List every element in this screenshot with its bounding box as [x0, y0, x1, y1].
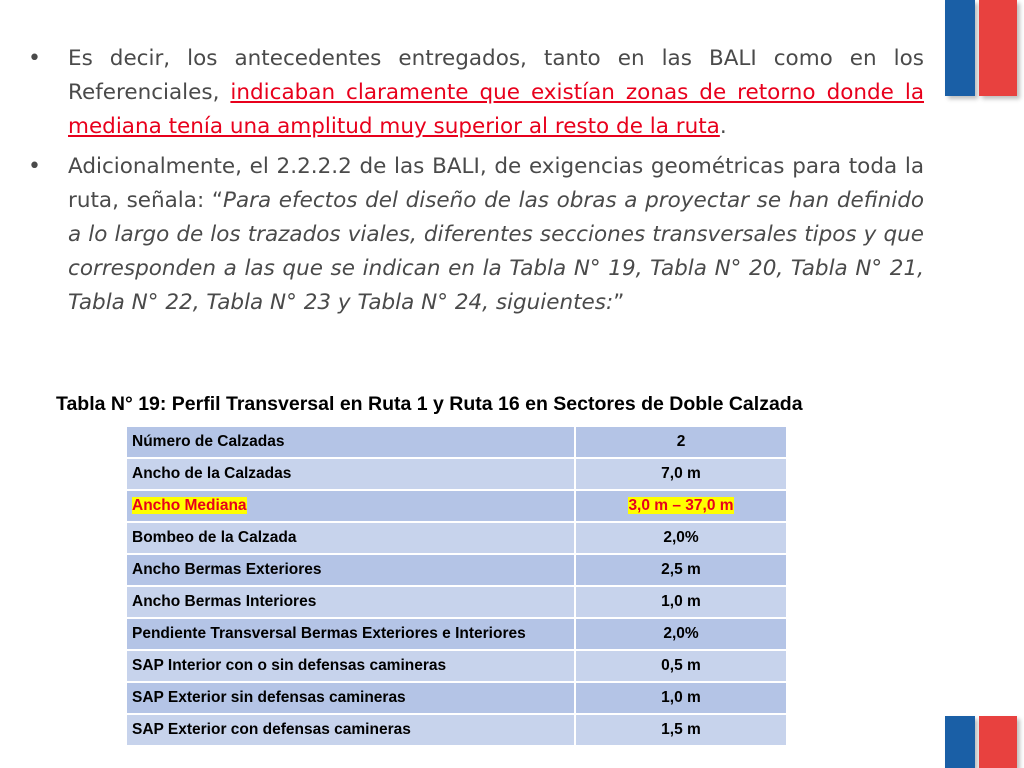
table-cell-label [126, 650, 575, 682]
table-row [126, 426, 787, 458]
row-value: 2,0% [663, 625, 699, 642]
row-value: 3,0 m – 37,0 m [628, 497, 734, 514]
table-row [126, 458, 787, 490]
table-cell-value [575, 650, 787, 682]
table-row [126, 554, 787, 586]
table-row [126, 682, 787, 714]
bullet-text-part: . [719, 114, 727, 139]
bullet-text [68, 150, 924, 320]
table-cell-value [575, 426, 787, 458]
row-label: Ancho de la Calzadas [132, 465, 292, 482]
table-cell-value [575, 458, 787, 490]
row-value: 1,0 m [661, 689, 701, 706]
table-row [126, 586, 787, 618]
row-label: SAP Exterior con defensas camineras [132, 721, 411, 738]
flag-decoration-top [945, 0, 1017, 96]
table-cell-label [126, 618, 575, 650]
row-value: 1,0 m [661, 593, 701, 610]
table-cell-value [575, 682, 787, 714]
table-cell-value [575, 554, 787, 586]
table-row [126, 714, 787, 746]
bullet-list [28, 42, 924, 326]
row-value: 2,5 m [661, 561, 701, 578]
table-title: Tabla N° 19: Perfil Transversal en Ruta 1 y Ruta 16 en Sectores de Doble Calzada [56, 393, 803, 415]
row-label: Ancho Mediana [132, 497, 247, 514]
table-cell-label [126, 426, 575, 458]
row-label: Pendiente Transversal Bermas Exteriores e Interiores [132, 625, 526, 642]
table-cell-label [126, 682, 575, 714]
table-cell-label [126, 586, 575, 618]
row-value: 2,0% [663, 529, 699, 546]
bullet-dot-icon: • [28, 154, 41, 179]
row-value: 2 [676, 433, 686, 450]
table-cell-label [126, 522, 575, 554]
bullet-dot-icon: • [28, 46, 41, 71]
row-value: 1,5 m [661, 721, 701, 738]
table-row [126, 618, 787, 650]
profile-table [125, 425, 788, 747]
bullet-item [28, 150, 924, 320]
table-cell-value [575, 618, 787, 650]
table-row [126, 490, 787, 522]
bullet-text [68, 42, 924, 144]
row-value: 7,0 m [661, 465, 701, 482]
table-cell-value [575, 586, 787, 618]
row-label: Ancho Bermas Interiores [132, 593, 317, 610]
flag-decoration-bottom [945, 716, 1017, 768]
bullet-text-highlight: indicaban claramente que existían zonas de retorno donde la mediana tenía una amplitud muy superior al resto de la ruta [68, 80, 924, 139]
bullet-text-quote: Para efectos del diseño de las obras a proyectar se han definido a lo largo de los trazados viales, diferentes secciones transversales tipos y que corresponden a las que se indican en la Tabla N° 19, Tabla N° 20, Tabla N° 21, Tabla N° 22, Tabla N° 23 y Tabla N° 24, siguientes: [68, 188, 924, 315]
table-row [126, 522, 787, 554]
bullet-text-part: ” [613, 290, 625, 315]
table-cell-label [126, 490, 575, 522]
table-row [126, 650, 787, 682]
row-label: SAP Interior con o sin defensas camineras [132, 657, 447, 674]
table-cell-value [575, 714, 787, 746]
table-cell-value [575, 490, 787, 522]
table-cell-label [126, 554, 575, 586]
table-cell-label [126, 458, 575, 490]
row-value: 0,5 m [661, 657, 701, 674]
bullet-text-part: Es decir, los antecedentes entregados, tanto en las BALI como en los Referenciales, [68, 46, 924, 105]
table-cell-value [575, 522, 787, 554]
row-label: Ancho Bermas Exteriores [132, 561, 322, 578]
bullet-item [28, 42, 924, 144]
row-label: SAP Exterior sin defensas camineras [132, 689, 406, 706]
row-label: Bombeo de la Calzada [132, 529, 297, 546]
row-label: Número de Calzadas [132, 433, 285, 450]
table-cell-label [126, 714, 575, 746]
bullet-text-part: Adicionalmente, el 2.2.2.2 de las BALI, de exigencias geométricas para toda la ruta, señala: “ [68, 154, 924, 213]
